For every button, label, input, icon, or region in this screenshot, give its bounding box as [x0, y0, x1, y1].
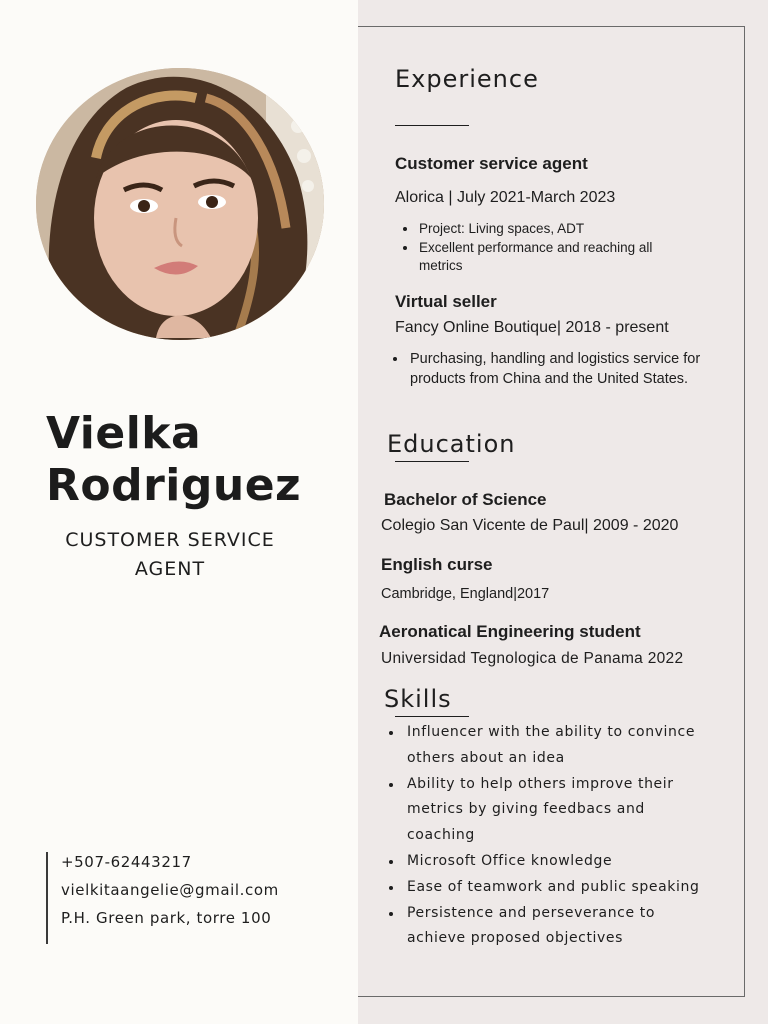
phone-number: +507-62443217 [61, 853, 192, 871]
job-bullet-list [410, 349, 710, 389]
job-bullet-list [419, 220, 689, 276]
profile-photo [36, 68, 324, 340]
job-subtitle: Alorica | July 2021-March 2023 [395, 189, 616, 206]
job-title-line: CUSTOMER SERVICE [65, 529, 275, 551]
experience-heading: Experience [395, 65, 539, 93]
street-address: P.H. Green park, torre 100 [61, 909, 272, 927]
experience-rule [395, 125, 469, 126]
person-name [46, 408, 346, 512]
education-heading: Education [387, 430, 516, 458]
contact-info [46, 852, 279, 944]
last-name: Rodriguez [46, 460, 302, 511]
education-rule [395, 461, 469, 462]
skills-rule [395, 716, 469, 717]
list-item: Excellent performance and reaching all metrics [419, 239, 689, 276]
email-address: vielkitaangelie@gmail.com [61, 881, 279, 899]
education-subtitle: Universidad Tegnologica de Panama 2022 [381, 650, 684, 667]
list-item: Microsoft Office knowledge [407, 849, 717, 875]
list-item: Influencer with the ability to convince others about an idea [407, 720, 717, 772]
job-title-line: AGENT [134, 558, 206, 580]
education-title: Bachelor of Science [384, 490, 547, 509]
education-title: Aeronatical Engineering student [379, 622, 641, 641]
job-subtitle: Fancy Online Boutique| 2018 - present [395, 319, 669, 336]
job-title [20, 526, 320, 584]
skills-heading: Skills [384, 685, 452, 713]
education-title: English curse [381, 555, 493, 574]
list-item: Project: Living spaces, ADT [419, 220, 689, 239]
job-title-entry: Virtual seller [395, 292, 497, 311]
education-subtitle: Colegio San Vicente de Paul| 2009 - 2020 [381, 517, 679, 534]
skills-list [407, 720, 717, 952]
list-item: Purchasing, handling and logistics service for products from China and the United States. [410, 349, 710, 389]
education-subtitle: Cambridge, England|2017 [381, 586, 550, 602]
list-item: Ease of teamwork and public speaking [407, 875, 717, 901]
list-item: Persistence and perseverance to achieve proposed objectives [407, 901, 717, 953]
job-title-entry: Customer service agent [395, 154, 588, 173]
list-item: Ability to help others improve their metrics by giving feedbacs and coaching [407, 772, 717, 849]
first-name: Vielka [46, 408, 202, 459]
